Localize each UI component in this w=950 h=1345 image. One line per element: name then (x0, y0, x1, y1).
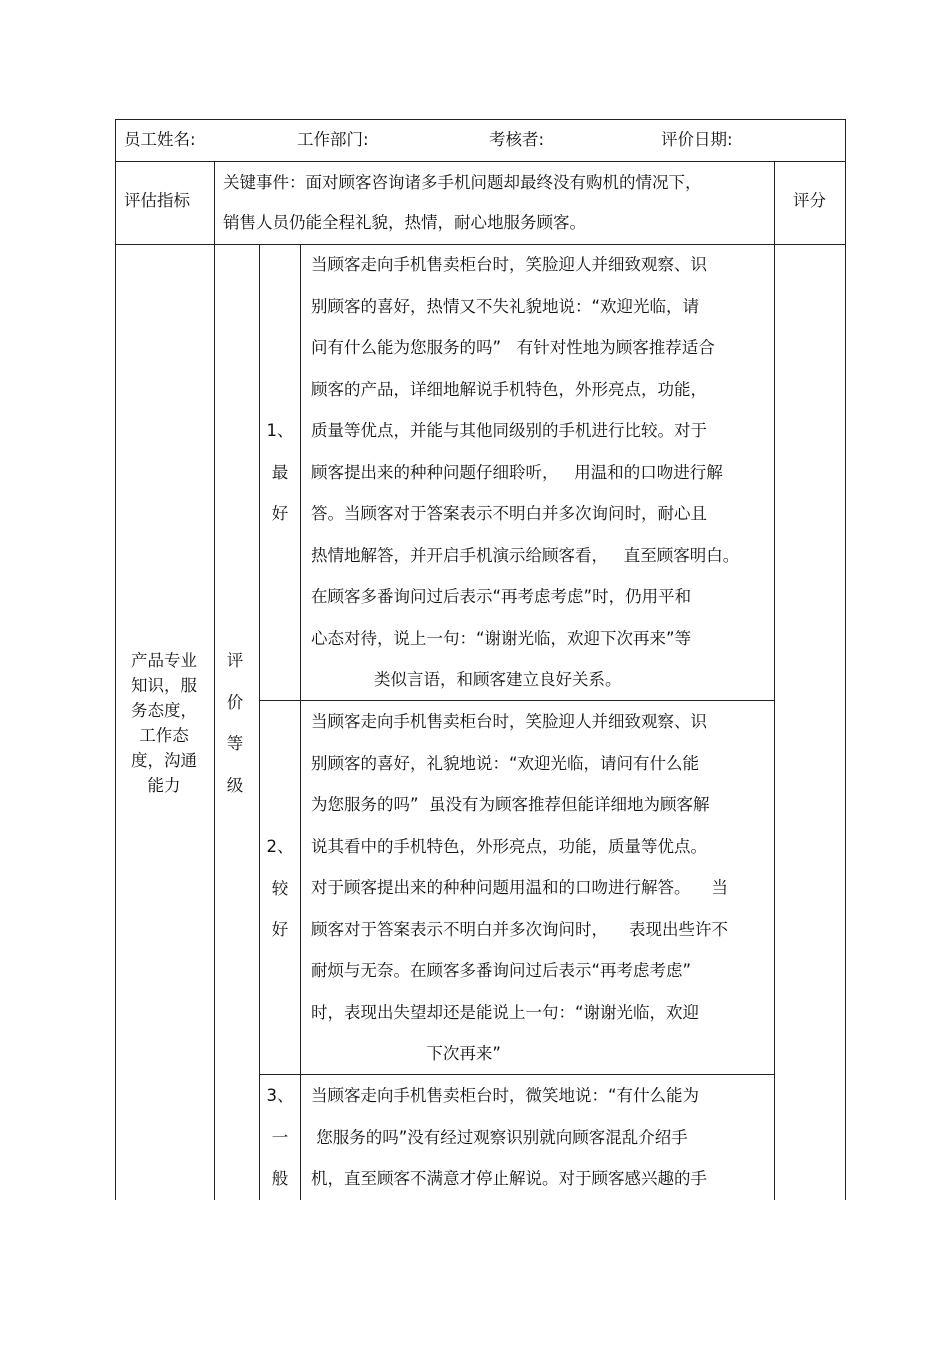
rating-level-char: 级 (226, 775, 244, 795)
rating-level-char: 价 (226, 692, 244, 712)
department-label: 工作部门: (297, 130, 369, 149)
description-line: 在顾客多番询问过后表示“再考虑考虑”时，仍用平和 (311, 587, 692, 606)
description-line: 质量等优点，并能与其他同级别的手机进行比较。对于 (311, 421, 707, 440)
description-line: 耐烦与无奈。在顾客多番询问过后表示“再考虑考虑” (311, 961, 692, 980)
level-1-label (260, 410, 300, 535)
level-label-char: 般 (271, 1169, 289, 1188)
description-line: 说其看中的手机特色，外形亮点，功能，质量等优点。 (311, 836, 707, 856)
employee-name-label: 员工姓名: (124, 130, 196, 149)
level-3-description (311, 1075, 707, 1200)
description-line: 别顾客的喜好，礼貌地说：“欢迎光临，请问有什么能 (311, 753, 700, 773)
col-divider-rating (259, 244, 260, 1200)
level-label-char: 3、 (266, 1086, 294, 1105)
rating-level-label (215, 640, 255, 806)
description-line: 顾客对于答案表示不明白并多次询问时， 表现出些许不 (311, 919, 728, 939)
description-line: 您服务的吗”没有经过观察识别就向顾客混乱介绍手 (311, 1127, 688, 1147)
description-line: 顾客提出来的种种问题仔细聆听， 用温和的口吻进行解 (311, 462, 723, 482)
level-label-char: 2、 (266, 837, 294, 856)
category-line: 工作态 (139, 726, 189, 745)
description-line: 当顾客走向手机售卖柜台时，笑脸迎人并细致观察、识 (311, 255, 707, 274)
category-line: 产品专业 (131, 651, 197, 670)
category-line: 能力 (147, 776, 181, 795)
level-label-char: 好 (271, 920, 289, 939)
date-label: 评价日期: (661, 130, 733, 149)
level-1-description (311, 244, 739, 701)
level-3-label (260, 1075, 300, 1200)
description-line: 别顾客的喜好，热情又不失礼貌地说：“欢迎光临，请 (311, 296, 700, 316)
score-label: 评分 (793, 191, 826, 210)
description-line: 下次再来” (311, 1044, 501, 1063)
col-divider-level (300, 244, 301, 1200)
level-label-char: 好 (271, 504, 289, 523)
description-line: 当顾客走向手机售卖柜台时，微笑地说：“有什么能为 (311, 1086, 700, 1105)
level-label-char: 一 (271, 1127, 289, 1147)
description-line: 热情地解答，并开启手机演示给顾客看， 直至顾客明白。 (311, 545, 740, 565)
indicator-label: 评估指标 (124, 191, 190, 210)
category-line: 知识，服 (131, 676, 197, 695)
col-divider-score (774, 161, 775, 1200)
description-line: 答。当顾客对于答案表示不明白并多次询问时，耐心且 (311, 504, 707, 523)
description-line: 顾客的产品，详细地解说手机特色，外形亮点，功能， (311, 379, 707, 399)
level-label-char: 最 (271, 462, 289, 482)
key-event-line-2: 销售人员仍能全程礼貌，热情，耐心地服务顾客。 (223, 213, 586, 232)
level-label-char: 1、 (266, 421, 294, 440)
category-line: 度，沟通 (131, 751, 197, 770)
rating-level-char: 等 (226, 734, 244, 753)
description-line: 为您服务的吗” 虽没有为顾客推荐但能详细地为顾客解 (311, 795, 710, 814)
description-line: 当顾客走向手机售卖柜台时，笑脸迎人并细致观察、识 (311, 712, 707, 731)
level-label-char: 较 (271, 878, 289, 898)
category-line: 务态度， (131, 701, 197, 720)
row-divider-header (115, 161, 846, 162)
description-line: 心态对待，说上一句：“谢谢光临，欢迎下次再来”等 (311, 628, 692, 648)
level-2-label (260, 826, 300, 951)
rating-level-char: 评 (226, 651, 244, 670)
description-line: 对于顾客提出来的种种问题用温和的口吻进行解答。 当 (311, 878, 728, 897)
description-line: 机，直至顾客不满意才停止解说。对于顾客感兴趣的手 (311, 1169, 707, 1188)
category-label (114, 648, 214, 798)
description-line: 问有什么能为您服务的吗” 有针对性地为顾客推荐适合 (311, 338, 715, 357)
description-line: 类似言语，和顾客建立良好关系。 (311, 670, 622, 689)
key-event-line-1: 关键事件：面对顾客咨询诸多手机问题却最终没有购机的情况下， (223, 173, 702, 192)
level-2-description (311, 701, 728, 1075)
assessor-label: 考核者: (489, 130, 545, 149)
description-line: 时，表现出失望却还是能说上一句：“谢谢光临，欢迎 (311, 1002, 700, 1022)
